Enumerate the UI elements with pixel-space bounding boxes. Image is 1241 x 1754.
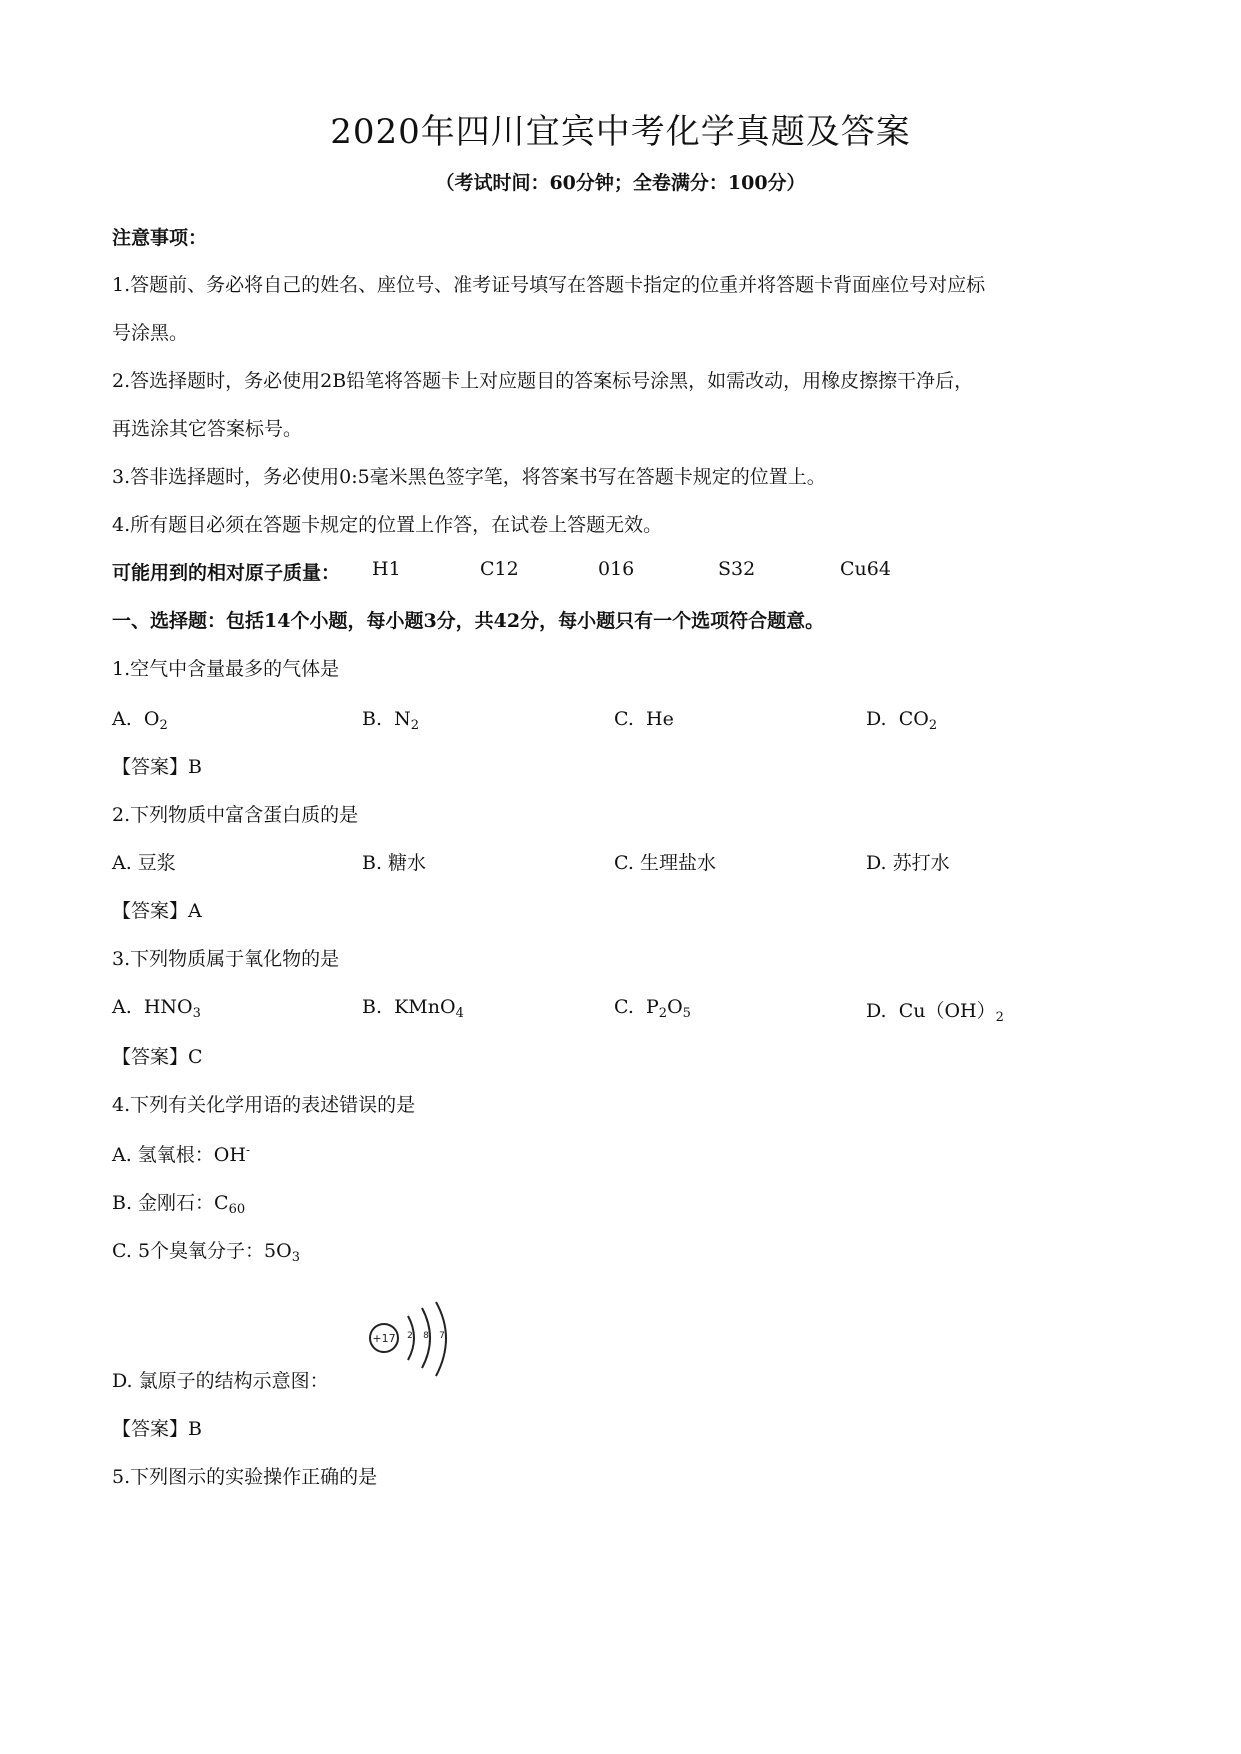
- atomic-mass-o: 016: [598, 558, 635, 580]
- notice-item-1-cont: 号涂黑。: [112, 322, 189, 344]
- q3-option-d: D. $Cu(OH)_2$: [866, 1000, 1004, 1025]
- q4-option-a: A. 氢氧根：OH-: [112, 1143, 251, 1166]
- q1-option-a: A. $O_2$: [112, 708, 168, 733]
- section-heading: 一、选择题：包括14个小题，每小题3分，共42分，每小题只有一个选项符合题意。: [112, 610, 825, 632]
- q4-option-d: D. 氯原子的结构示意图：: [112, 1370, 329, 1392]
- atomic-mass-cu: Cu64: [840, 558, 891, 580]
- shell-electrons-1: 2: [407, 1331, 413, 1341]
- q2-option-a: A. 豆浆: [112, 852, 176, 874]
- chlorine-atom-diagram: [366, 1300, 462, 1378]
- q4-option-b: B. 金刚石：$C_{60}$: [112, 1192, 246, 1217]
- page-title: 2020年四川宜宾中考化学真题及答案: [330, 112, 911, 152]
- shell-electrons-3: 7: [439, 1331, 445, 1341]
- notice-item-2-cont: 再选涂其它答案标号。: [112, 418, 303, 440]
- q1-option-c: C. He: [614, 708, 674, 730]
- q1-answer: 【答案】B: [112, 756, 202, 778]
- question-3-stem: 3.下列物质属于氧化物的是: [112, 948, 340, 970]
- q3-option-c: C. $P_2O_5$: [614, 996, 691, 1021]
- q1-option-b: B. $N_2$: [362, 708, 420, 733]
- q4-answer: 【答案】B: [112, 1418, 202, 1440]
- q4-option-c: C. 5个臭氧分子：$5O_3$: [112, 1240, 300, 1265]
- notice-item-3: 3.答非选择题时，务必使用0:5毫米黑色签字笔，将答案书写在答题卡规定的位置上。: [112, 466, 826, 488]
- q3-answer: 【答案】C: [112, 1046, 203, 1068]
- q1-option-d: D. $CO_2$: [866, 708, 938, 733]
- atomic-mass-label: 可能用到的相对原子质量：: [112, 562, 341, 584]
- atomic-mass-c: C12: [480, 558, 519, 580]
- q3-option-b: B. KMnO$_4$: [362, 996, 464, 1021]
- question-5-stem: 5.下列图示的实验操作正确的是: [112, 1466, 378, 1488]
- question-4-stem: 4.下列有关化学用语的表述错误的是: [112, 1094, 416, 1116]
- q2-option-c: C. 生理盐水: [614, 852, 716, 874]
- shell-electrons-2: 8: [423, 1331, 429, 1341]
- q2-answer: 【答案】A: [112, 900, 202, 922]
- notice-item-4: 4.所有题目必须在答题卡规定的位置上作答，在试卷上答题无效。: [112, 514, 663, 536]
- q2-option-b: B. 糖水: [362, 852, 427, 874]
- q3-option-a: A. $HNO_3$: [112, 996, 201, 1021]
- notice-item-2: 2.答选择题时，务必使用2B铅笔将答题卡上对应题目的答案标号涂黑，如需改动，用橡皮擦擦干净后，: [112, 370, 974, 392]
- question-1-stem: 1.空气中含量最多的气体是: [112, 658, 340, 680]
- question-2-stem: 2.下列物质中富含蛋白质的是: [112, 804, 359, 826]
- nucleus-charge: +17: [372, 1332, 396, 1345]
- notice-heading: 注意事项：: [112, 227, 208, 249]
- q2-option-d: D. 苏打水: [866, 852, 950, 874]
- atomic-mass-h: H1: [372, 558, 401, 580]
- atomic-mass-s: S32: [718, 558, 756, 580]
- exam-info: （考试时间：60分钟；全卷满分：100分）: [435, 172, 806, 194]
- notice-item-1: 1.答题前、务必将自己的姓名、座位号、准考证号填写在答题卡指定的位重并将答题卡背面座位号对应标: [112, 274, 986, 296]
